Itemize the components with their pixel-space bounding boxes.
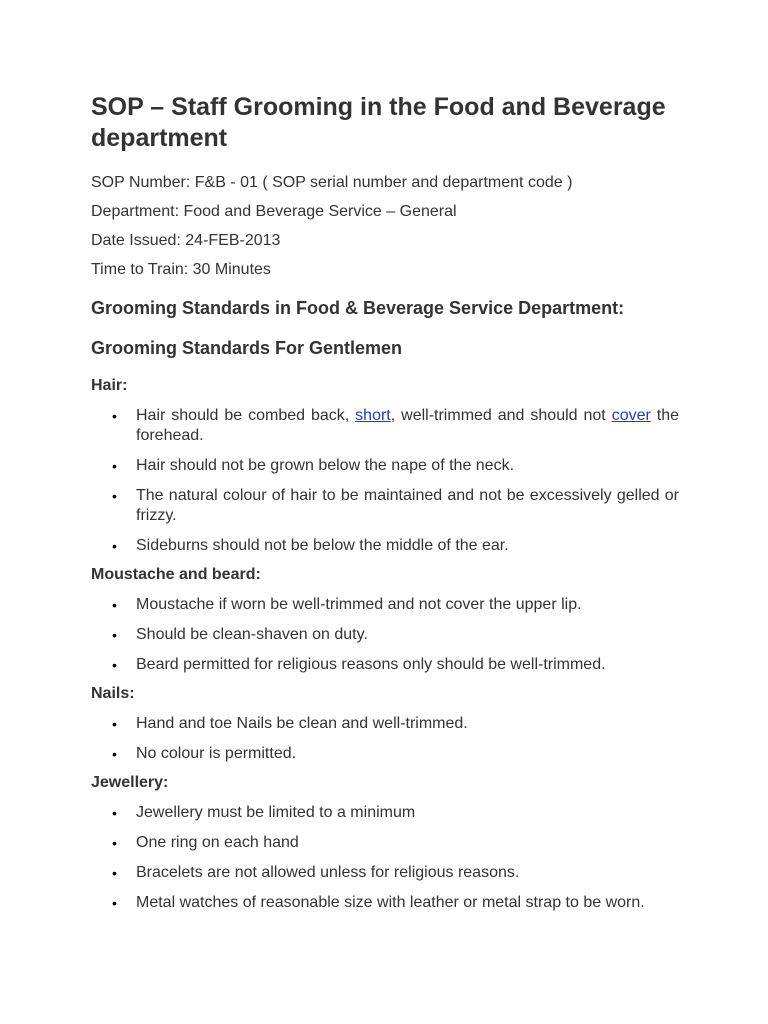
bullet-icon: • — [112, 657, 117, 673]
list-item-text: No colour is permitted. — [136, 745, 297, 762]
bullet-icon: • — [112, 627, 117, 643]
link-short[interactable]: short — [355, 407, 391, 424]
list-item-text: Jewellery must be limited to a minimum — [136, 804, 416, 821]
list-item — [91, 714, 679, 734]
list-item-text: Hair should be combed back, — [136, 407, 356, 424]
list-item — [91, 833, 679, 853]
hair-heading: Hair: — [91, 377, 128, 394]
list-item — [91, 893, 679, 913]
nails-heading: Nails: — [91, 685, 135, 702]
section-heading: Grooming Standards in Food & Beverage Service Department: — [91, 298, 625, 318]
list-item-text: Beard permitted for religious reasons only should be well-trimmed. — [136, 656, 606, 673]
list-item-text: Should be clean-shaven on duty. — [136, 626, 368, 643]
list-item-text: The natural colour of hair to be maintained and not be excessively gelled or frizzy. — [136, 487, 679, 524]
sop-number: SOP Number: F&B - 01 ( SOP serial number and department code ) — [91, 174, 573, 191]
document-body — [91, 92, 679, 913]
list-item — [91, 863, 679, 883]
list-item — [91, 406, 679, 446]
bullet-icon: • — [112, 805, 117, 821]
moustache-heading: Moustache and beard: — [91, 566, 261, 583]
list-item-text: Moustache if worn be well-trimmed and not cover the upper lip. — [136, 596, 582, 613]
bullet-icon: • — [112, 895, 117, 911]
list-item-text: Bracelets are not allowed unless for religious reasons. — [136, 864, 520, 881]
list-item — [91, 803, 679, 823]
bullet-icon: • — [112, 746, 117, 762]
bullet-icon: • — [112, 408, 117, 424]
list-item-text: Metal watches of reasonable size with leather or metal strap to be worn. — [136, 894, 645, 911]
list-item — [91, 456, 679, 476]
list-item — [91, 486, 679, 526]
bullet-icon: • — [112, 488, 117, 504]
bullet-icon: • — [112, 835, 117, 851]
bullet-icon: • — [112, 716, 117, 732]
moustache-list — [91, 595, 679, 675]
list-item — [91, 744, 679, 764]
department: Department: Food and Beverage Service – General — [91, 203, 457, 220]
list-item-text: Sideburns should not be below the middle of the ear. — [136, 537, 509, 554]
date-issued: Date Issued: 24-FEB-2013 — [91, 232, 281, 249]
bullet-icon: • — [112, 538, 117, 554]
page-title: SOP – Staff Grooming in the Food and Beverage department — [91, 93, 666, 152]
list-item — [91, 625, 679, 645]
time-to-train: Time to Train: 30 Minutes — [91, 261, 271, 278]
list-item-text: Hand and toe Nails be clean and well-trimmed. — [136, 715, 468, 732]
subsection-heading: Grooming Standards For Gentlemen — [91, 338, 403, 358]
list-item-text: Hair should not be grown below the nape of the neck. — [136, 457, 515, 474]
list-item-text: the forehead. — [136, 407, 679, 444]
list-item-text: , well-trimmed and should not — [390, 407, 612, 424]
jewellery-heading: Jewellery: — [91, 774, 169, 791]
bullet-icon: • — [112, 458, 117, 474]
bullet-icon: • — [112, 597, 117, 613]
link-cover[interactable]: cover — [611, 407, 651, 424]
list-item-text: One ring on each hand — [136, 834, 299, 851]
list-item — [91, 595, 679, 615]
list-item — [91, 536, 679, 556]
hair-list — [91, 406, 679, 556]
nails-list — [91, 714, 679, 764]
list-item — [91, 655, 679, 675]
jewellery-list — [91, 803, 679, 913]
bullet-icon: • — [112, 865, 117, 881]
